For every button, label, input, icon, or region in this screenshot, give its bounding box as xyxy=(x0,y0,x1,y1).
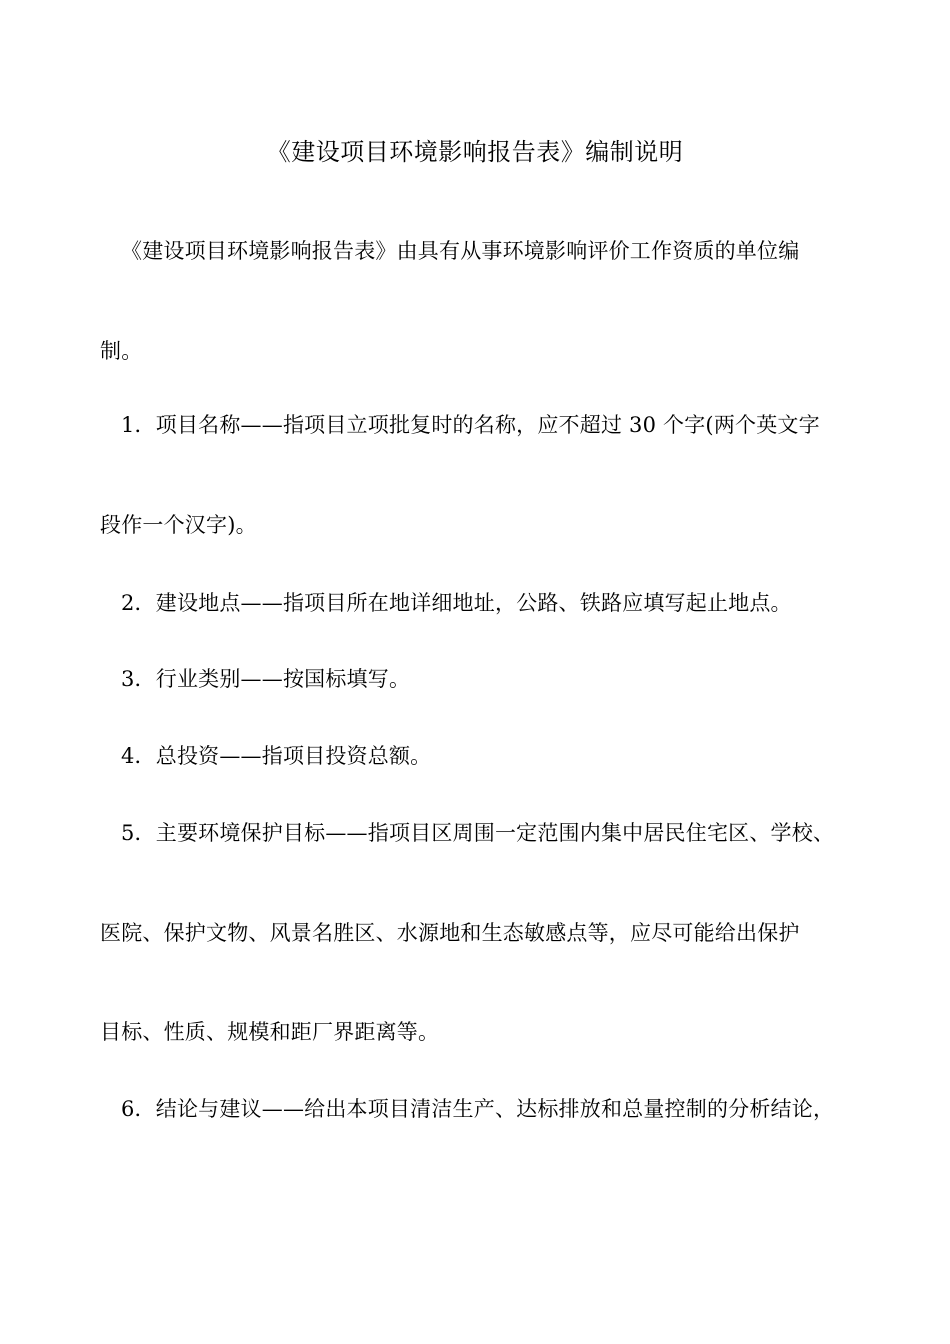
item-4-line: 4．总投资——指项目投资总额。 xyxy=(121,744,432,768)
item-3-line: 3．行业类别——按国标填写。 xyxy=(121,667,411,691)
item-5-line-3: 目标、性质、规模和距厂界距离等。 xyxy=(100,1020,440,1044)
document-title: 《建设项目环境影响报告表》编制说明 xyxy=(266,138,684,166)
item-1-line-1: 1．项目名称——指项目立项批复时的名称，应不超过 30 个字(两个英文字 xyxy=(121,413,820,437)
paragraph-intro-line-1: 《建设项目环境影响报告表》由具有从事环境影响评价工作资质的单位编 xyxy=(121,239,800,263)
item-2-line: 2．建设地点——指项目所在地详细地址，公路、铁路应填写起止地点。 xyxy=(121,591,792,615)
item-5-line-1: 5．主要环境保护目标——指项目区周围一定范围内集中居民住宅区、学校、 xyxy=(121,821,835,845)
item-6-line-1: 6．结论与建议——给出本项目清洁生产、达标排放和总量控制的分析结论， xyxy=(121,1097,835,1121)
paragraph-intro-line-2: 制。 xyxy=(100,339,143,363)
item-1-line-2: 段作一个汉字)。 xyxy=(100,513,257,537)
item-5-line-2: 医院、保护文物、风景名胜区、水源地和生态敏感点等，应尽可能给出保护 xyxy=(100,921,800,945)
